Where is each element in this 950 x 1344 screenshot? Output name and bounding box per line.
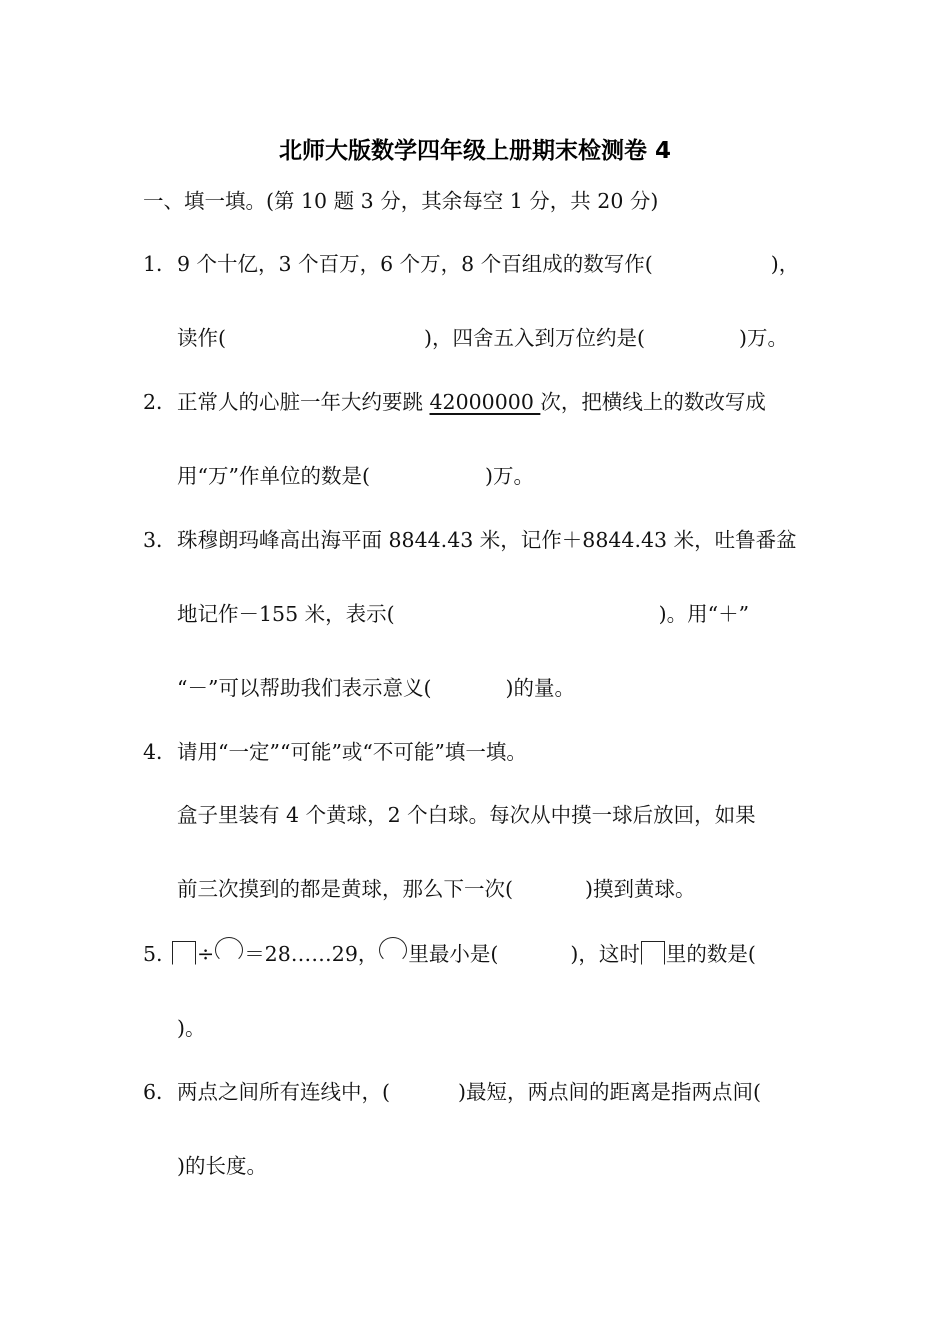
- question-number: 4．: [143, 740, 177, 764]
- question-text: 9 个十亿，3 个百万，6 个万，8 个百组成的数写作(: [177, 252, 653, 276]
- question-text: 请用“一定”“可能”或“不可能”填一填。: [177, 740, 527, 764]
- question-text: )，四舍五入到万位约是(: [424, 326, 645, 350]
- square-box-icon: [641, 941, 665, 965]
- question-text: 地记作－155 米，表示(: [177, 602, 395, 626]
- question-text: 里的数是(: [665, 942, 756, 966]
- question-text: )摸到黄球。: [585, 877, 696, 901]
- question-text: ＝28……29，: [244, 942, 379, 966]
- question-text: )最短，两点间的距离是指两点间(: [458, 1080, 761, 1104]
- question-number: 3．: [143, 528, 177, 552]
- question-text: )的长度。: [177, 1154, 267, 1178]
- question-2-line-2: [177, 461, 534, 491]
- question-number: 5.: [143, 942, 163, 966]
- question-text: )。用“＋”: [658, 602, 750, 626]
- question-text: )，这时: [570, 942, 640, 966]
- question-4-line-2: [177, 800, 756, 830]
- question-4-line-3: [177, 874, 696, 904]
- page-title: 北师大版数学四年级上册期末检测卷 4: [278, 138, 671, 164]
- underlined-number: 42000000: [429, 390, 541, 414]
- question-5-line-1: [143, 937, 756, 967]
- question-text: 次，把横线上的数改写成: [540, 390, 766, 414]
- question-number: 1．: [143, 252, 177, 276]
- question-2-line-1: [143, 387, 766, 417]
- square-box-icon: [172, 941, 196, 965]
- question-text: )。: [177, 1016, 206, 1040]
- question-4-line-1: [143, 737, 527, 767]
- question-text: 里最小是(: [408, 942, 499, 966]
- question-text: )，: [770, 252, 800, 276]
- question-text: )万。: [484, 464, 534, 488]
- division-sign: ÷: [197, 942, 215, 966]
- question-text: 读作(: [177, 326, 226, 350]
- question-3-line-1: [143, 525, 797, 555]
- question-1-line-2: [177, 323, 788, 353]
- question-text: )的量。: [505, 676, 575, 700]
- question-text: 用“万”作单位的数是(: [177, 464, 370, 488]
- question-text: 珠穆朗玛峰高出海平面 8844.43 米，记作＋8844.43 米，吐鲁番盆: [177, 528, 797, 552]
- question-3-line-2: [177, 599, 749, 629]
- question-text: 盒子里装有 4 个黄球，2 个白球。每次从中摸一球后放回，如果: [177, 803, 756, 827]
- question-text: 前三次摸到的都是黄球，那么下一次(: [177, 877, 513, 901]
- question-text: “－”可以帮助我们表示意义(: [177, 676, 432, 700]
- question-6-line-1: [143, 1077, 761, 1107]
- question-number: 6．: [143, 1080, 177, 1104]
- question-1-line-1: [143, 249, 799, 279]
- question-number: 2．: [143, 390, 177, 414]
- question-5-line-2: [177, 1013, 206, 1043]
- section-heading: 一、填一填。(第 10 题 3 分，其余每空 1 分，共 20 分): [143, 189, 659, 213]
- circle-icon: [379, 937, 407, 963]
- circle-icon: [215, 937, 243, 963]
- question-3-line-3: [177, 673, 575, 703]
- question-text: 两点之间所有连线中，(: [177, 1080, 390, 1104]
- question-6-line-2: [177, 1151, 267, 1181]
- question-text: )万。: [739, 326, 788, 350]
- question-text: 正常人的心脏一年大约要跳: [177, 390, 430, 414]
